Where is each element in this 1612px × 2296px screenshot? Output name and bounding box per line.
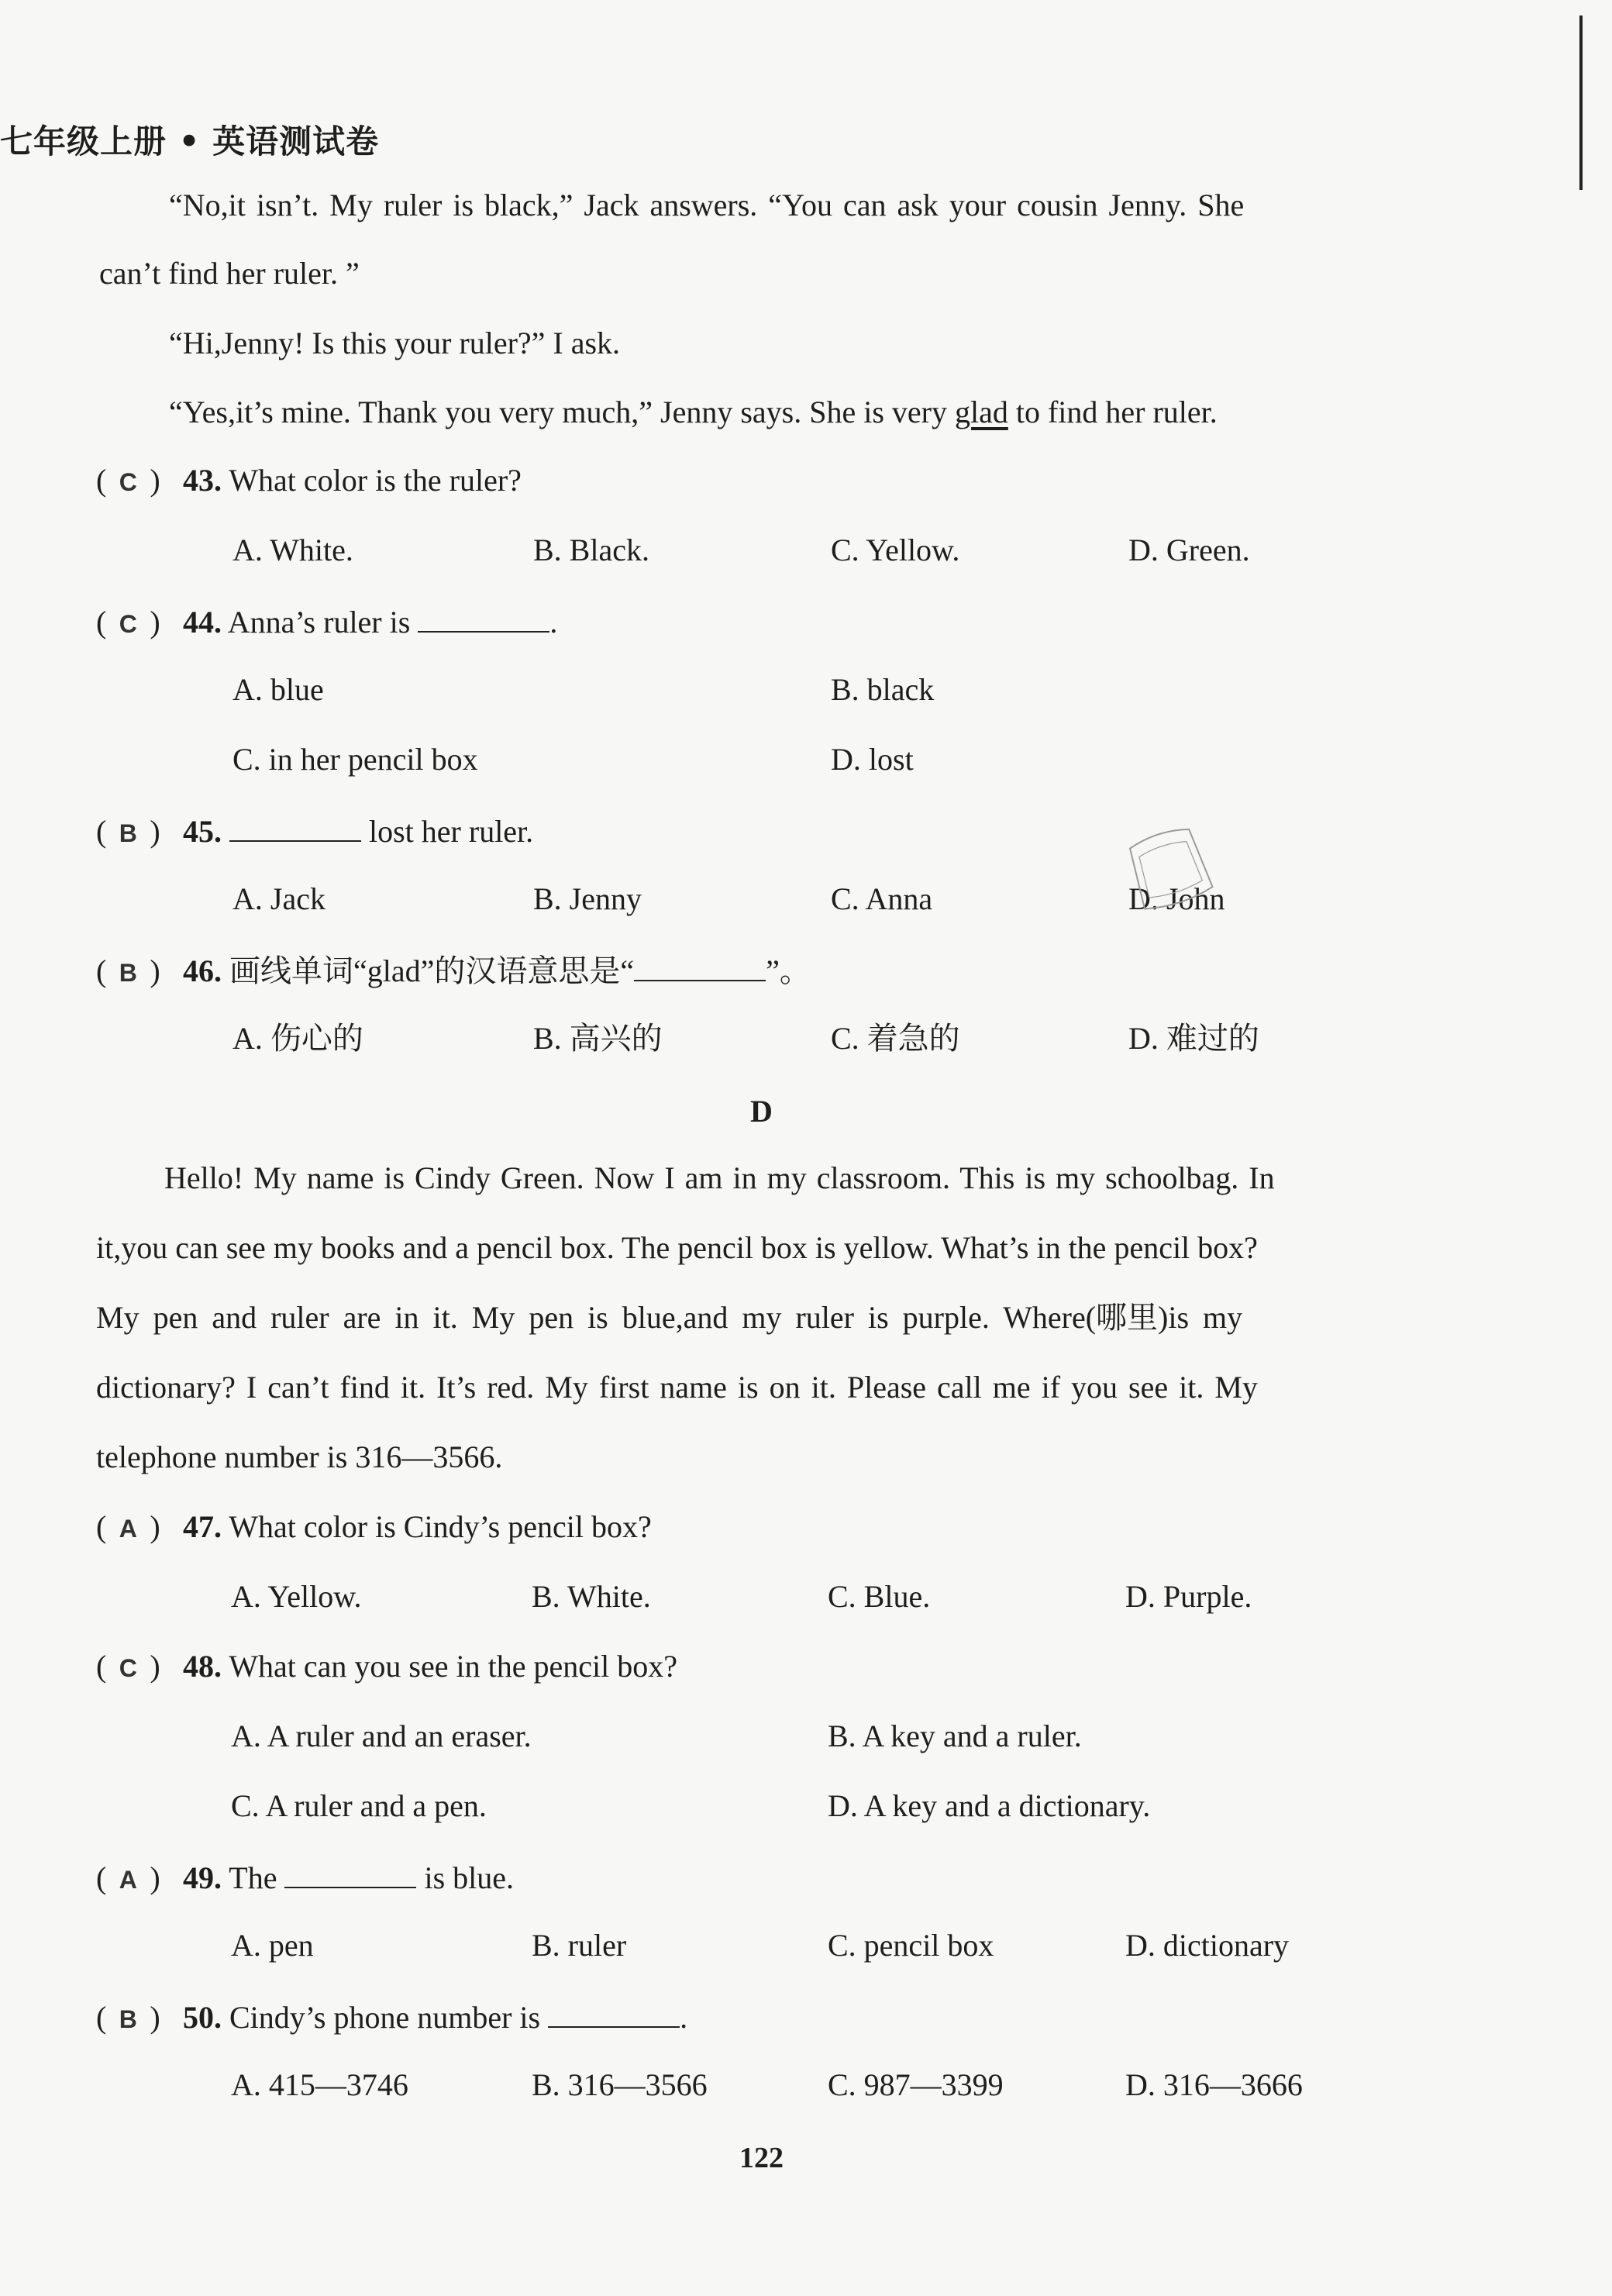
answer-bracket: ( A ) xyxy=(96,1860,160,1895)
question-stem: Anna’s ruler is xyxy=(227,605,418,640)
question-stem: What can you see in the pencil box? xyxy=(229,1649,677,1684)
question-number: 48. xyxy=(183,1649,222,1684)
question-stem: 画线单词“glad”的汉语意思是“ xyxy=(229,953,635,988)
answer-bracket: ( B ) xyxy=(96,814,160,849)
question-stem: What color is Cindy’s pencil box? xyxy=(229,1509,652,1544)
option-a: A. Jack xyxy=(232,881,326,916)
option-b: B. A key and a ruler. xyxy=(828,1719,1082,1753)
option-d: D. John xyxy=(1128,881,1225,916)
answer-letter: C xyxy=(119,1654,137,1682)
question-49 xyxy=(96,1860,514,1894)
option-a: A. 415—3746 xyxy=(231,2067,408,2102)
option-c: C. pencil box xyxy=(828,1928,994,1963)
answer-letter: C xyxy=(119,610,137,638)
option-c: C. A ruler and a pen. xyxy=(231,1788,487,1823)
answer-blank xyxy=(634,953,766,981)
underlined-word: glad xyxy=(954,395,1008,429)
answer-letter: B xyxy=(119,959,137,987)
passage-line: it,you can see my books and a pencil box. The pencil box is yellow. What’s in the pencil box? xyxy=(96,1230,1258,1265)
option-c: C. in her pencil box xyxy=(232,742,478,777)
option-a: A. pen xyxy=(231,1928,314,1963)
option-c: C. Anna xyxy=(831,881,933,916)
question-43 xyxy=(96,465,522,496)
question-44 xyxy=(96,605,557,638)
question-stem: is blue. xyxy=(416,1860,515,1895)
option-d: D. Purple. xyxy=(1125,1579,1252,1614)
passage-line: “No,it isn’t. My ruler is black,” Jack answers. “You can ask your cousin Jenny. She xyxy=(169,188,1245,222)
option-a: A. 伤心的 xyxy=(232,1021,363,1056)
section-title: D xyxy=(750,1094,773,1129)
option-b: B. 高兴的 xyxy=(533,1021,663,1056)
option-b: B. Black. xyxy=(533,533,649,567)
answer-bracket: ( C ) xyxy=(96,463,160,498)
passage-line: can’t find her ruler. ” xyxy=(99,256,360,291)
question-stem: Cindy’s phone number is xyxy=(229,2000,549,2035)
option-d: D. dictionary xyxy=(1125,1928,1290,1963)
option-c: C. Yellow. xyxy=(831,533,960,567)
option-b: B. black xyxy=(831,672,935,707)
question-stem: The xyxy=(229,1860,285,1895)
answer-blank xyxy=(229,814,361,842)
question-48 xyxy=(96,1651,677,1682)
option-c: C. 987—3399 xyxy=(828,2067,1004,2102)
passage-line: dictionary? I can’t find it. It’s red. My first name is on it. Please call me if you see it. My xyxy=(96,1370,1258,1405)
question-number: 50. xyxy=(183,2000,222,2035)
passage-text: to find her ruler. xyxy=(1008,395,1218,429)
answer-letter: C xyxy=(119,468,137,496)
answer-bracket: ( B ) xyxy=(96,2000,160,2035)
page-number: 122 xyxy=(739,2142,784,2174)
answer-bracket: ( C ) xyxy=(96,1649,160,1684)
option-a: A. Yellow. xyxy=(231,1579,362,1614)
question-46 xyxy=(96,953,811,987)
option-b: B. ruler xyxy=(532,1928,627,1963)
question-number: 43. xyxy=(183,463,222,498)
option-b: B. White. xyxy=(532,1579,651,1614)
option-d: D. 316—3666 xyxy=(1125,2067,1303,2102)
answer-letter: B xyxy=(119,2005,137,2033)
answer-letter: B xyxy=(119,819,137,847)
passage-line: Hello! My name is Cindy Green. Now I am in my classroom. This is my schoolbag. In xyxy=(164,1160,1275,1195)
answer-blank xyxy=(548,2000,680,2028)
margin-rule xyxy=(1579,16,1583,190)
question-number: 45. xyxy=(183,814,222,849)
question-number: 47. xyxy=(183,1509,222,1544)
question-50 xyxy=(96,2000,687,2033)
passage-text: “Yes,it’s mine. Thank you very much,” Jenny says. She is very xyxy=(169,395,955,429)
option-c: C. Blue. xyxy=(828,1579,931,1614)
option-b: B. Jenny xyxy=(533,881,642,916)
answer-letter: A xyxy=(119,1515,137,1543)
passage-line: “Hi,Jenny! Is this your ruler?” I ask. xyxy=(169,326,621,360)
passage-line: My pen and ruler are in it. My pen is blue,and my ruler is purple. Where(哪里)is my xyxy=(96,1300,1243,1335)
answer-bracket: ( C ) xyxy=(96,605,160,640)
option-b: B. 316—3566 xyxy=(532,2067,708,2102)
option-d: D. A key and a dictionary. xyxy=(828,1788,1151,1823)
answer-blank xyxy=(418,605,549,633)
page-header: 七年级上册 • 英语测试卷 xyxy=(0,122,380,160)
question-number: 49. xyxy=(183,1860,222,1895)
answer-blank xyxy=(284,1860,416,1888)
stamp-watermark xyxy=(1108,814,1232,930)
question-47 xyxy=(96,1509,652,1544)
question-45 xyxy=(96,814,533,847)
passage-line: telephone number is 316—3566. xyxy=(96,1439,503,1474)
option-c: C. 着急的 xyxy=(831,1021,960,1056)
answer-letter: A xyxy=(119,1866,137,1894)
question-stem: lost her ruler. xyxy=(361,814,534,849)
option-a: A. blue xyxy=(232,672,324,707)
passage-line xyxy=(169,397,1218,428)
answer-bracket: ( A ) xyxy=(96,1509,160,1544)
option-d: D. 难过的 xyxy=(1128,1021,1259,1056)
question-number: 46. xyxy=(183,953,222,988)
question-stem: What color is the ruler? xyxy=(229,463,522,498)
question-number: 44. xyxy=(183,605,222,640)
option-d: D. Green. xyxy=(1128,533,1250,567)
question-stem: . xyxy=(680,2000,688,2035)
question-stem: ”。 xyxy=(766,953,811,988)
option-a: A. A ruler and an eraser. xyxy=(231,1719,532,1753)
question-stem: . xyxy=(549,605,558,640)
option-a: A. White. xyxy=(232,533,353,567)
answer-bracket: ( B ) xyxy=(96,953,160,988)
option-d: D. lost xyxy=(831,742,914,777)
